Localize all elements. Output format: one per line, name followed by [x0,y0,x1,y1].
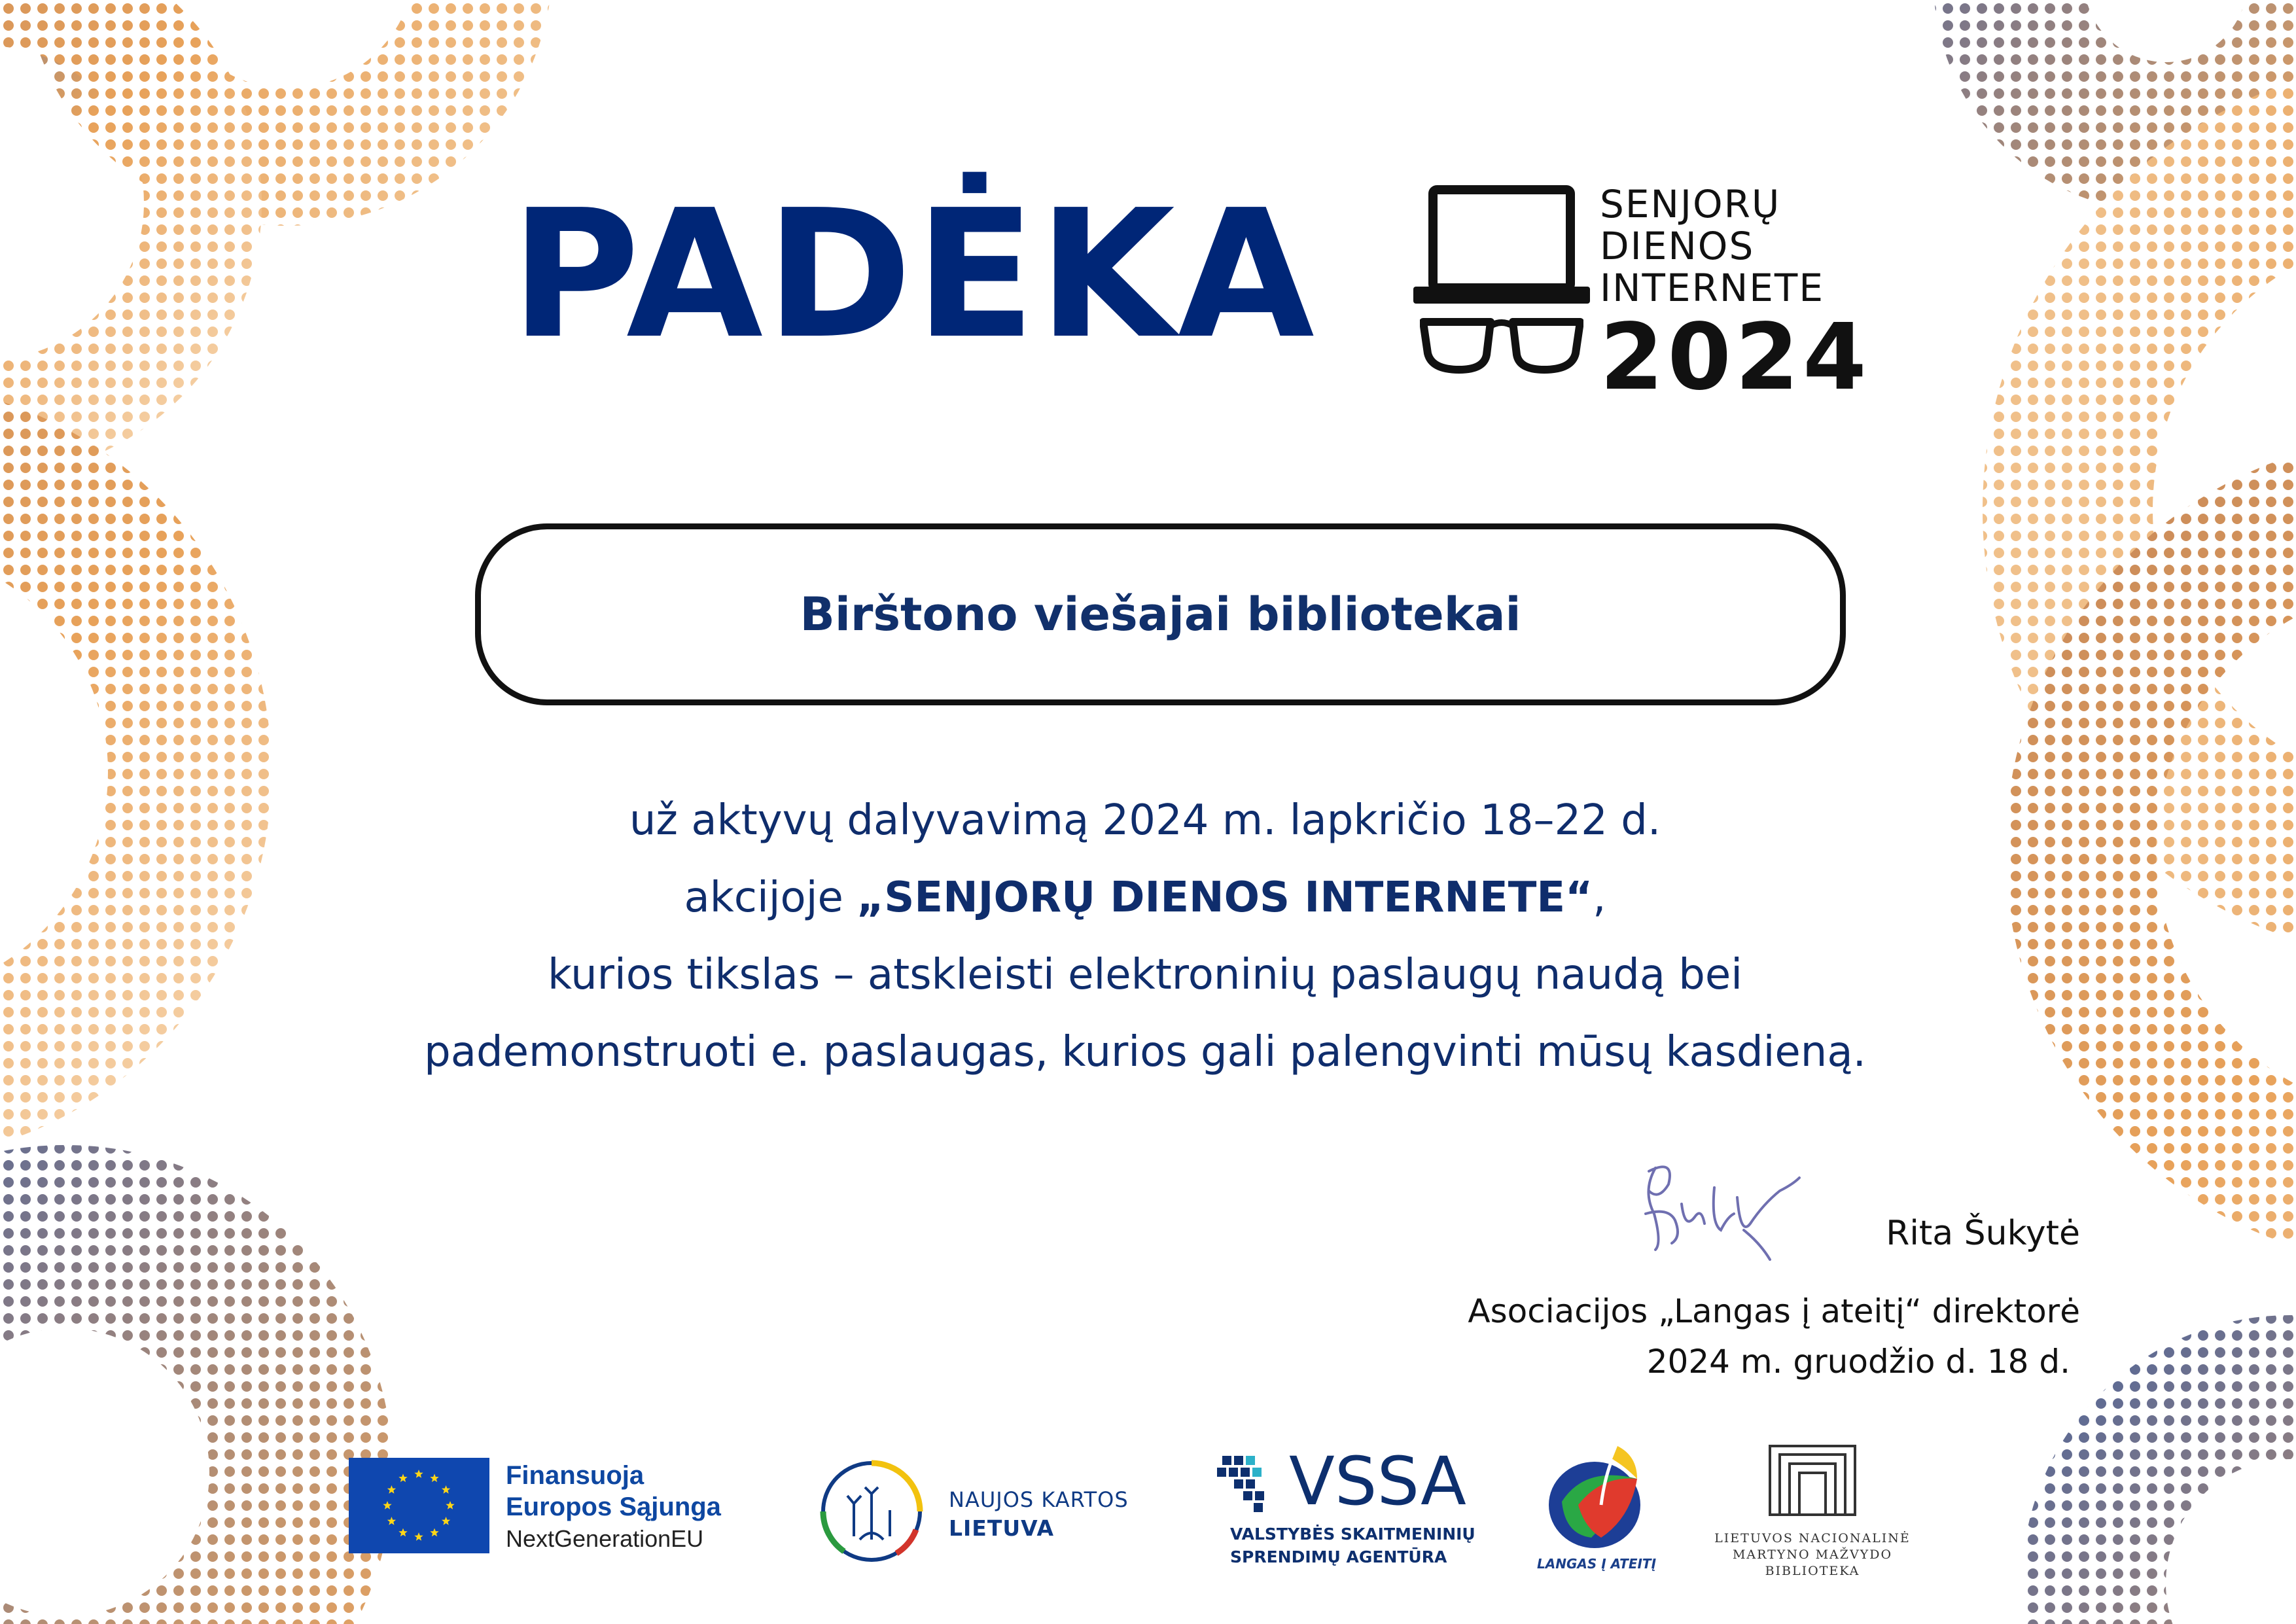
event-logo-line: INTERNETE [1600,266,1824,310]
body-line: pademonstruoti e. paslaugas, kurios gali palengvinti mūsų kasdieną. [424,1028,1866,1076]
eu-funding-logo [349,1458,754,1556]
recipient-name: Birštono viešajai bibliotekai [800,588,1521,641]
body-line: už aktyvų dalyvavimą 2024 m. lapkričio 18–22 d. [629,796,1661,845]
library-text: LIETUVOS NACIONALINĖ [1714,1531,1911,1545]
event-logo [1413,182,1871,411]
vssa-name: VSSA [1289,1443,1466,1521]
langas-mark-icon [1539,1439,1653,1554]
body-text: akcijoje [684,874,857,922]
body-line-campaign [196,859,2094,936]
body-text: , [1593,874,1606,922]
glasses-icon [1420,314,1583,376]
event-logo-year: 2024 [1600,304,1871,411]
certificate-body [196,782,2094,1091]
eu-text: NextGenerationEU [506,1525,704,1552]
library-text: MARTYNO MAŽVYDO [1732,1547,1893,1562]
issue-date: 2024 m. gruodžio d. 18 d. [1646,1343,2070,1381]
nkl-text: LIETUVA [949,1515,1054,1541]
laptop-icon [1413,183,1590,308]
signer-name: Rita Šukytė [1886,1214,2080,1253]
vssa-text: SPRENDIMŲ AGENTŪRA [1230,1547,1447,1566]
library-text: BIBLIOTEKA [1765,1564,1860,1578]
library-building-icon [1767,1443,1858,1518]
eu-text: Finansuoja [506,1461,645,1490]
handwritten-signature [1629,1152,1826,1269]
nkl-ring-icon [818,1458,926,1566]
langas-text: LANGAS Į ATEITĮ [1536,1556,1657,1572]
vssa-logo [1217,1443,1479,1574]
naujos-kartos-lietuva-logo [818,1458,1171,1562]
signer-role: Asociacijos „Langas į ateitį“ direktorė [1468,1292,2080,1330]
event-logo-line: SENJORŲ [1600,182,1781,226]
body-line: kurios tikslas – atskleisti elektroninių paslaugų naudą bei [547,951,1743,999]
eu-flag-icon [349,1458,489,1553]
page-title: PADĖKA [510,171,1317,378]
national-library-logo [1701,1443,1924,1580]
recipient-box [475,523,1846,705]
event-logo-text [1600,182,1871,411]
eu-text: Europos Sąjunga [506,1492,721,1521]
nkl-text: NAUJOS KARTOS [949,1487,1129,1512]
vssa-text: VALSTYBĖS SKAITMENINIŲ [1230,1525,1475,1544]
vssa-mark-icon [1217,1453,1286,1515]
langas-i-ateiti-logo [1531,1439,1662,1577]
event-logo-line: DIENOS [1600,224,1755,268]
campaign-name: „SENJORŲ DIENOS INTERNETE“ [857,874,1593,922]
